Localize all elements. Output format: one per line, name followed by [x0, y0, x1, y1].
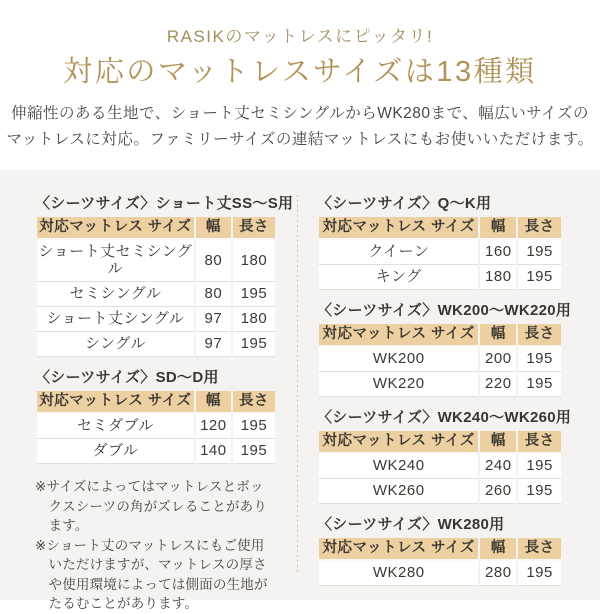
cell-width: 180 — [480, 265, 516, 290]
column-divider — [297, 195, 298, 572]
cell-width: 140 — [196, 439, 231, 464]
table-row — [37, 439, 275, 464]
header-row — [319, 538, 561, 561]
cell-width: 97 — [196, 307, 231, 332]
table-row — [319, 240, 561, 265]
column-header-size: 対応マットレス サイズ — [37, 217, 194, 240]
header-row — [37, 391, 275, 414]
header-subtitle: RASIKのマットレスにピッタリ! — [166, 27, 434, 46]
table-row — [37, 414, 275, 439]
right-column — [317, 194, 572, 614]
cell-length: 195 — [518, 454, 561, 479]
table-row — [37, 240, 275, 282]
column-header-size: 対応マットレス サイズ — [37, 391, 194, 414]
table-row — [319, 372, 561, 397]
cell-width: 280 — [480, 561, 516, 586]
size-table-body — [319, 454, 561, 504]
cell-mattress-size: クイーン — [319, 240, 478, 265]
cell-length: 195 — [518, 372, 561, 397]
cell-width: 260 — [480, 479, 516, 504]
cell-length: 195 — [233, 282, 275, 307]
sheet-size-section — [35, 194, 294, 357]
cell-length: 195 — [518, 265, 561, 290]
size-table-head — [319, 431, 561, 454]
header-description — [0, 101, 600, 153]
header-row — [319, 431, 561, 454]
size-table-body — [37, 240, 275, 357]
cell-length: 180 — [233, 307, 275, 332]
table-row — [37, 332, 275, 357]
cell-mattress-size: WK280 — [319, 561, 478, 586]
cell-mattress-size: WK220 — [319, 372, 478, 397]
size-table — [317, 217, 563, 290]
note-item: ※サイズによってはマットレスとボックスシーツの角がズレることがあります。 — [35, 479, 268, 533]
table-row — [37, 307, 275, 332]
size-table-body — [319, 347, 561, 397]
size-table-head — [319, 538, 561, 561]
size-table-body — [37, 414, 275, 464]
cell-length: 195 — [518, 479, 561, 504]
sheet-size-label: 〈シーツサイズ〉SD〜D用 — [35, 369, 219, 386]
cell-mattress-size: WK260 — [319, 479, 478, 504]
cell-width: 80 — [196, 282, 231, 307]
sheet-size-section — [35, 368, 277, 464]
cell-mattress-size: ダブル — [37, 439, 194, 464]
header-row — [37, 217, 275, 240]
cell-width: 220 — [480, 372, 516, 397]
notes — [35, 477, 277, 614]
cell-length: 195 — [233, 439, 275, 464]
page-title: 対応のマットレスサイズは13種類 — [63, 56, 537, 88]
size-table-head — [37, 391, 275, 414]
cell-mattress-size: セミダブル — [37, 414, 194, 439]
cell-mattress-size: ショート丈シングル — [37, 307, 194, 332]
sheet-size-label: 〈シーツサイズ〉WK200〜WK220用 — [317, 302, 572, 319]
sheet-size-label: 〈シーツサイズ〉ショート丈SS〜S用 — [35, 195, 294, 212]
sheet-size-section — [317, 515, 563, 586]
column-header-width: 幅 — [480, 538, 516, 561]
table-row — [37, 282, 275, 307]
cell-mattress-size: キング — [319, 265, 478, 290]
cell-length: 195 — [518, 240, 561, 265]
size-table-head — [37, 217, 275, 240]
column-header-size: 対応マットレス サイズ — [319, 538, 478, 561]
description-line-2: マットレスに対応。ファミリーサイズの連結マットレスにもお使いいただけます。 — [6, 131, 594, 148]
table-row — [319, 347, 561, 372]
column-header-length: 長さ — [518, 324, 561, 347]
column-header-size: 対応マットレス サイズ — [319, 217, 478, 240]
column-header-length: 長さ — [518, 538, 561, 561]
note-item: ※ショート丈のマットレスにもご使用いただけますが、マットレスの厚さや使用環境によっては側面の生地がたるむことがあります。 — [35, 537, 268, 611]
sheet-size-label: 〈シーツサイズ〉WK280用 — [317, 516, 505, 533]
cell-width: 200 — [480, 347, 516, 372]
size-table — [35, 391, 277, 464]
cell-mattress-size: WK200 — [319, 347, 478, 372]
size-table-head — [319, 217, 561, 240]
left-column — [35, 194, 294, 614]
size-table — [317, 538, 563, 586]
description-line-1: 伸縮性のある生地で、ショート丈セミシングルからWK280まで、幅広いサイズの — [11, 105, 589, 122]
column-header-width: 幅 — [196, 391, 231, 414]
sheet-size-label: 〈シーツサイズ〉WK240〜WK260用 — [317, 409, 572, 426]
column-header-length: 長さ — [233, 391, 275, 414]
cell-width: 120 — [196, 414, 231, 439]
table-row — [319, 561, 561, 586]
size-table-head — [319, 324, 561, 347]
sheet-size-section — [317, 408, 572, 504]
column-header-size: 対応マットレス サイズ — [319, 324, 478, 347]
table-row — [319, 265, 561, 290]
cell-length: 180 — [233, 240, 275, 282]
cell-width: 80 — [196, 240, 231, 282]
table-row — [319, 454, 561, 479]
cell-mattress-size: セミシングル — [37, 282, 194, 307]
column-header-size: 対応マットレス サイズ — [319, 431, 478, 454]
cell-width: 240 — [480, 454, 516, 479]
column-header-length: 長さ — [518, 217, 561, 240]
cell-mattress-size: シングル — [37, 332, 194, 357]
size-table-body — [319, 561, 561, 586]
cell-length: 195 — [233, 414, 275, 439]
size-table-body — [319, 240, 561, 290]
cell-length: 195 — [233, 332, 275, 357]
header — [0, 0, 600, 170]
cell-mattress-size: ショート丈セミシングル — [37, 240, 194, 282]
column-header-width: 幅 — [480, 324, 516, 347]
cell-length: 195 — [518, 347, 561, 372]
header-row — [319, 217, 561, 240]
header-row — [319, 324, 561, 347]
column-header-width: 幅 — [480, 431, 516, 454]
table-row — [319, 479, 561, 504]
sheet-size-section — [317, 194, 563, 290]
cell-width: 160 — [480, 240, 516, 265]
cell-width: 97 — [196, 332, 231, 357]
cell-length: 195 — [518, 561, 561, 586]
size-table — [317, 431, 563, 504]
size-table — [317, 324, 563, 397]
column-header-length: 長さ — [233, 217, 275, 240]
size-table — [35, 217, 277, 357]
column-header-width: 幅 — [480, 217, 516, 240]
cell-mattress-size: WK240 — [319, 454, 478, 479]
sheet-size-section — [317, 301, 572, 397]
size-tables-section — [0, 170, 600, 611]
sheet-size-label: 〈シーツサイズ〉Q〜K用 — [317, 195, 492, 212]
column-header-width: 幅 — [196, 217, 231, 240]
column-header-length: 長さ — [518, 431, 561, 454]
